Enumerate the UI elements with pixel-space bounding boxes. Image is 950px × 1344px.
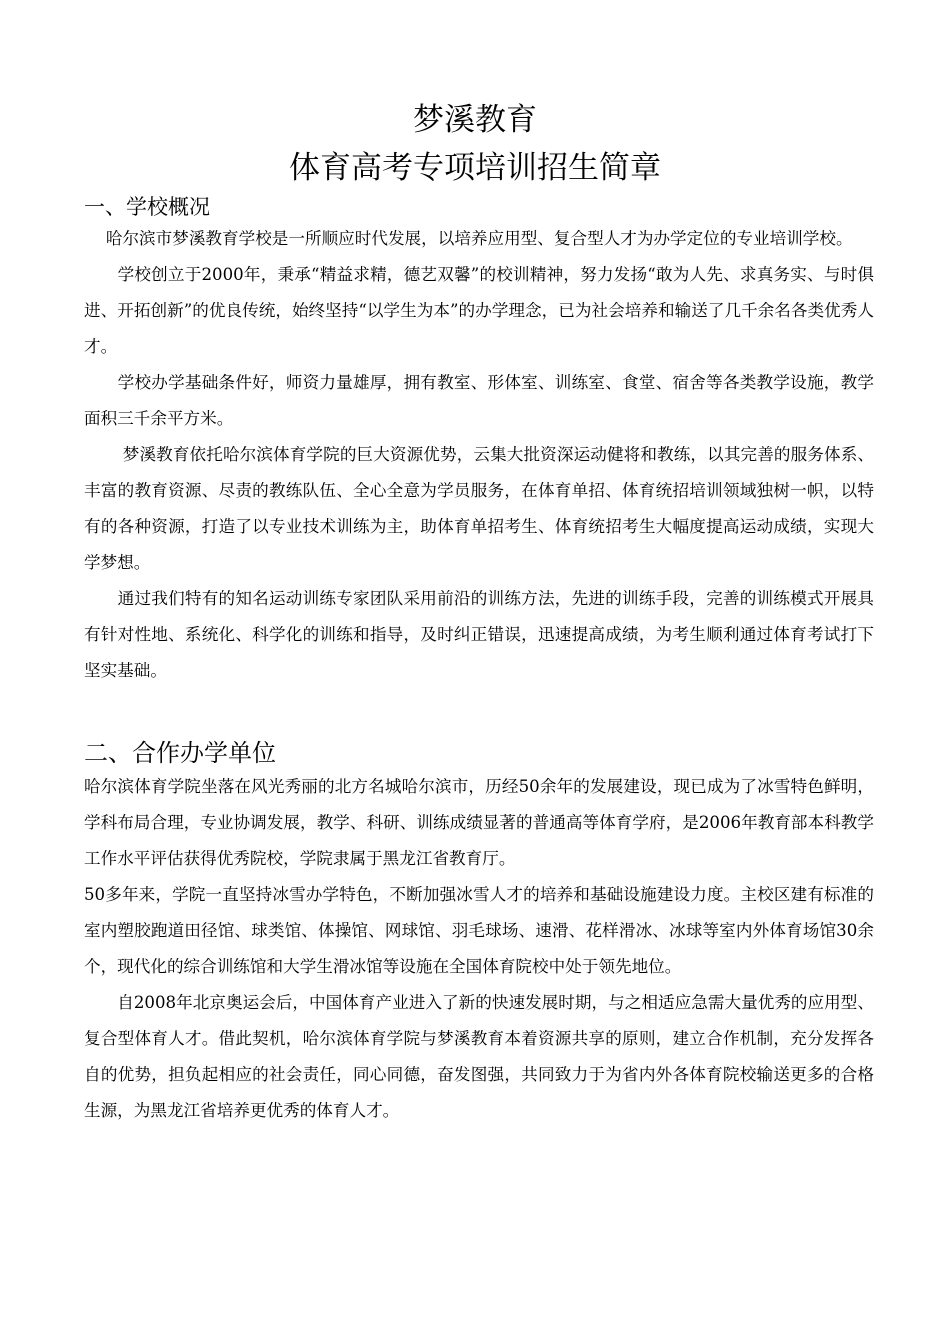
paragraph: 50多年来，学院一直坚持冰雪办学特色，不断加强冰雪人才的培养和基础设施建设力度。主校区建有标准的室内塑胶跑道田径馆、球类馆、体操馆、网球馆、羽毛球场、速滑、花样滑冰、冰球等室内外体育场馆30余个，现代化的综合训练馆和大学生滑冰馆等设施在全国体育院校中处于领先地位。 bbox=[84, 885, 874, 976]
document-subtitle: 体育高考专项培训招生简章 bbox=[289, 150, 661, 186]
section-heading-partner-institution: 二、合作办学单位 bbox=[84, 739, 276, 767]
section-school-overview bbox=[84, 193, 874, 689]
paragraph: 哈尔滨体育学院坐落在风光秀丽的北方名城哈尔滨市，历经50余年的发展建设，现已成为了冰雪特色鲜明，学科布局合理，专业协调发展，教学、科研、训练成绩显著的普通高等体育学府，是2006年教育部本科教学工作水平评估获得优秀院校，学院隶属于黑龙江省教育厅。 bbox=[84, 777, 874, 868]
paragraph: 梦溪教育依托哈尔滨体育学院的巨大资源优势，云集大批资深运动健将和教练，以其完善的服务体系、丰富的教育资源、尽责的教练队伍、全心全意为学员服务，在体育单招、体育统招培训领域独树一帜，以特有的各种资源，打造了以专业技术训练为主，助体育单招考生、体育统招考生大幅度提高运动成绩，实现大学梦想。 bbox=[84, 445, 874, 572]
paragraph: 学校办学基础条件好，师资力量雄厚，拥有教室、形体室、训练室、食堂、宿舍等各类教学设施，教学面积三千余平方米。 bbox=[84, 373, 874, 428]
section-partner-institution bbox=[84, 737, 874, 1129]
paragraph: 哈尔滨市梦溪教育学校是一所顺应时代发展，以培养应用型、复合型人才为办学定位的专业培训学校。 bbox=[84, 229, 853, 248]
paragraph: 通过我们特有的知名运动训练专家团队采用前沿的训练方法，先进的训练手段，完善的训练模式开展具有针对性地、系统化、科学化的训练和指导，及时纠正错误，迅速提高成绩，为考生顺利通过体育考试打下坚实基础。 bbox=[84, 589, 874, 680]
paragraph: 学校创立于2000年，秉承“精益求精，德艺双馨”的校训精神，努力发扬“敢为人先、求真务实、与时俱进、开拓创新”的优良传统，始终坚持“以学生为本”的办学理念，已为社会培养和输送了几千余名各类优秀人才。 bbox=[84, 265, 874, 356]
document-title: 梦溪教育 bbox=[413, 102, 537, 138]
paragraph: 自2008年北京奥运会后，中国体育产业进入了新的快速发展时期，与之相适应急需大量优秀的应用型、复合型体育人才。借此契机，哈尔滨体育学院与梦溪教育本着资源共享的原则，建立合作机制，充分发挥各自的优势，担负起相应的社会责任，同心同德，奋发图强，共同致力于为省内外各体育院校输送更多的合格生源，为黑龙江省培养更优秀的体育人才。 bbox=[84, 993, 874, 1120]
section-heading-school-overview: 一、学校概况 bbox=[84, 195, 210, 219]
